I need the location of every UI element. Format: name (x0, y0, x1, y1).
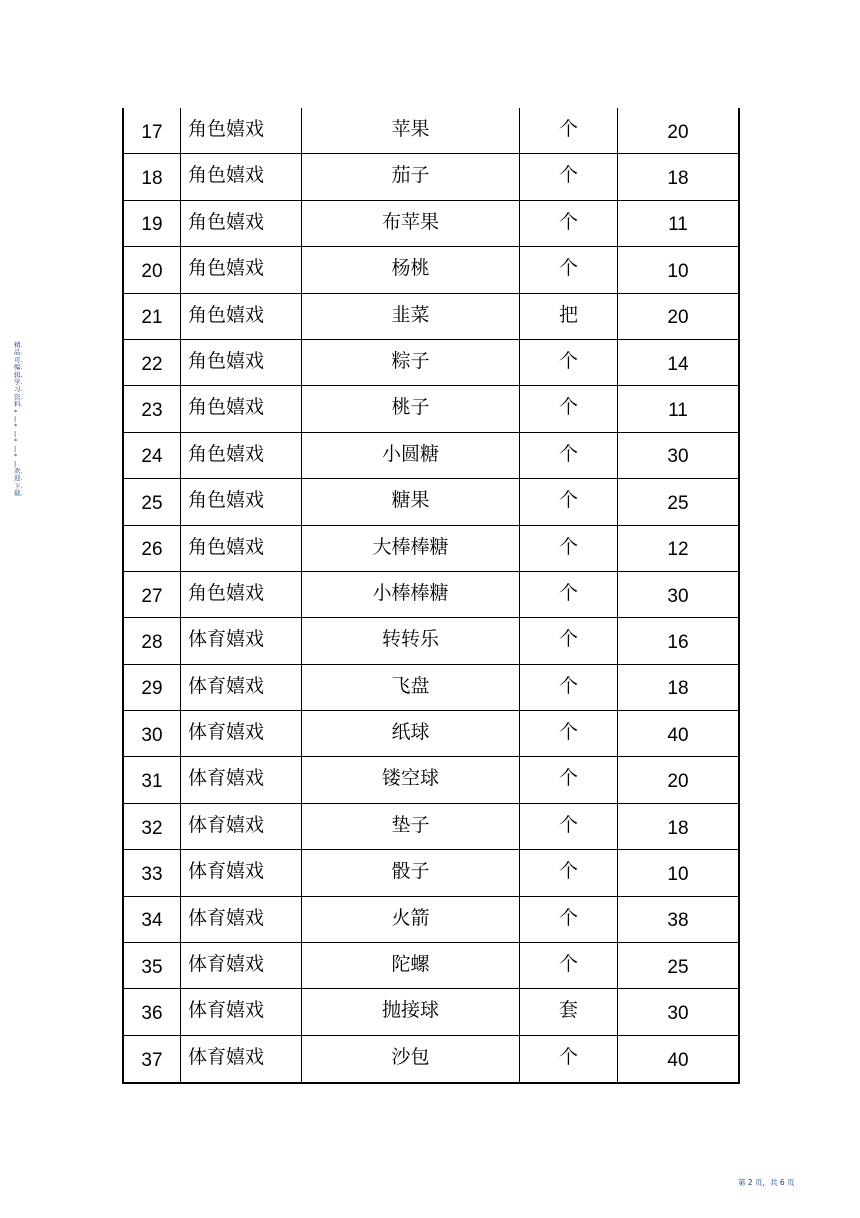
row-unit: 个 (520, 247, 618, 292)
watermark-char: * (14, 422, 18, 431)
row-quantity: 10 (667, 260, 689, 282)
table-row (124, 572, 738, 618)
watermark-char: 载. (14, 489, 23, 498)
watermark-char: 下. (14, 481, 23, 490)
row-category: 体育嬉戏 (181, 943, 302, 988)
row-unit: 个 (520, 665, 618, 710)
row-number: 20 (124, 247, 181, 292)
table-row (124, 943, 738, 989)
watermark-char: | (14, 429, 17, 438)
row-quantity: 14 (667, 353, 689, 375)
row-quantity: 25 (667, 956, 689, 978)
row-category: 体育嬉戏 (181, 757, 302, 802)
row-number: 25 (124, 479, 181, 524)
row-item-name: 沙包 (302, 1036, 520, 1082)
row-item-name: 小圆糖 (302, 433, 520, 478)
row-quantity: 20 (667, 121, 689, 143)
row-number: 31 (124, 757, 181, 802)
row-unit: 个 (520, 154, 618, 199)
row-quantity: 11 (668, 214, 688, 236)
row-item-name: 镂空球 (302, 757, 520, 802)
row-quantity: 12 (667, 539, 689, 561)
row-number: 33 (124, 850, 181, 895)
row-category: 体育嬉戏 (181, 665, 302, 710)
row-category: 角色嬉戏 (181, 572, 302, 617)
row-unit: 个 (520, 711, 618, 756)
row-item-name: 垫子 (302, 804, 520, 849)
inventory-table (122, 108, 740, 1084)
watermark-char: 学. (14, 378, 23, 387)
row-quantity: 18 (667, 678, 689, 700)
row-unit: 个 (520, 526, 618, 571)
watermark-char: 资. (14, 392, 23, 401)
row-number: 19 (124, 201, 181, 246)
watermark-char: * (14, 407, 18, 416)
watermark-char: 料. (14, 400, 23, 409)
row-quantity: 30 (667, 1003, 689, 1025)
row-unit: 个 (520, 201, 618, 246)
row-quantity: 40 (667, 724, 689, 746)
watermark-char: 辑. (14, 370, 23, 379)
row-category: 体育嬉戏 (181, 618, 302, 663)
row-number: 30 (124, 711, 181, 756)
watermark-char: * (14, 452, 18, 461)
row-unit: 套 (520, 989, 618, 1034)
row-number: 29 (124, 665, 181, 710)
table-row (124, 757, 738, 803)
row-category: 角色嬉戏 (181, 201, 302, 246)
row-category: 角色嬉戏 (181, 294, 302, 339)
row-number: 28 (124, 618, 181, 663)
watermark-char: 编. (14, 363, 23, 372)
row-category: 角色嬉戏 (181, 108, 302, 153)
row-item-name: 韭菜 (302, 294, 520, 339)
row-quantity: 11 (668, 400, 688, 422)
row-unit: 个 (520, 618, 618, 663)
row-category: 体育嬉戏 (181, 804, 302, 849)
row-quantity: 40 (667, 1050, 689, 1071)
row-category: 体育嬉戏 (181, 711, 302, 756)
table-row (124, 340, 738, 386)
row-quantity: 25 (667, 492, 689, 514)
row-unit: 个 (520, 386, 618, 431)
row-item-name: 转转乐 (302, 618, 520, 663)
row-unit: 个 (520, 757, 618, 802)
row-unit: 个 (520, 572, 618, 617)
row-item-name: 飞盘 (302, 665, 520, 710)
table-row (124, 386, 738, 432)
row-number: 34 (124, 897, 181, 942)
row-unit: 个 (520, 897, 618, 942)
row-quantity: 16 (667, 631, 689, 653)
row-category: 角色嬉戏 (181, 526, 302, 571)
watermark-char: 欢. (14, 466, 23, 475)
row-item-name: 骰子 (302, 850, 520, 895)
watermark-char: 品. (14, 348, 23, 357)
table-row (124, 897, 738, 943)
row-item-name: 糖果 (302, 479, 520, 524)
row-number: 27 (124, 572, 181, 617)
row-item-name: 粽子 (302, 340, 520, 385)
row-item-name: 抛接球 (302, 989, 520, 1034)
row-quantity: 30 (667, 446, 689, 468)
row-number: 37 (124, 1036, 181, 1082)
row-category: 角色嬉戏 (181, 433, 302, 478)
row-number: 24 (124, 433, 181, 478)
watermark-char: 可. (14, 355, 23, 364)
row-unit: 个 (520, 850, 618, 895)
table-row (124, 294, 738, 340)
row-number: 23 (124, 386, 181, 431)
row-category: 角色嬉戏 (181, 386, 302, 431)
watermark-char: | (14, 444, 17, 453)
watermark-char: 迎. (14, 474, 23, 483)
watermark-char: 精. (14, 341, 23, 349)
watermark-char: 习. (14, 385, 23, 394)
table-row (124, 479, 738, 525)
table-row (124, 154, 738, 200)
table-row (124, 526, 738, 572)
watermark-char: | (14, 415, 17, 424)
row-number: 32 (124, 804, 181, 849)
row-item-name: 纸球 (302, 711, 520, 756)
row-unit: 个 (520, 943, 618, 988)
row-number: 22 (124, 340, 181, 385)
row-category: 角色嬉戏 (181, 340, 302, 385)
row-unit: 个 (520, 804, 618, 849)
row-unit: 个 (520, 479, 618, 524)
row-item-name: 大棒棒糖 (302, 526, 520, 571)
row-item-name: 苹果 (302, 108, 520, 153)
table-row (124, 247, 738, 293)
row-quantity: 18 (667, 817, 689, 839)
row-category: 角色嬉戏 (181, 154, 302, 199)
row-quantity: 20 (667, 771, 689, 793)
table-row (124, 1036, 738, 1082)
row-number: 35 (124, 943, 181, 988)
row-quantity: 20 (667, 307, 689, 329)
row-category: 体育嬉戏 (181, 850, 302, 895)
row-item-name: 小棒棒糖 (302, 572, 520, 617)
row-number: 17 (124, 108, 181, 153)
row-category: 体育嬉戏 (181, 989, 302, 1034)
row-item-name: 陀螺 (302, 943, 520, 988)
row-item-name: 杨桃 (302, 247, 520, 292)
table-row (124, 618, 738, 664)
table-row (124, 804, 738, 850)
row-unit: 个 (520, 108, 618, 153)
row-number: 36 (124, 989, 181, 1034)
row-number: 21 (124, 294, 181, 339)
row-category: 角色嬉戏 (181, 247, 302, 292)
row-category: 体育嬉戏 (181, 1036, 302, 1082)
page-footer: 第 2 页，共 6 页 (738, 1178, 795, 1187)
watermark-char: * (14, 437, 18, 446)
row-unit: 把 (520, 294, 618, 339)
row-item-name: 布苹果 (302, 201, 520, 246)
row-quantity: 30 (667, 585, 689, 607)
watermark-char: | (14, 459, 17, 468)
row-quantity: 18 (667, 168, 689, 190)
row-number: 18 (124, 154, 181, 199)
row-category: 角色嬉戏 (181, 479, 302, 524)
row-item-name: 火箭 (302, 897, 520, 942)
row-unit: 个 (520, 340, 618, 385)
side-watermark (14, 342, 28, 498)
table-row (124, 989, 738, 1035)
row-unit: 个 (520, 433, 618, 478)
table-row (124, 433, 738, 479)
row-quantity: 10 (667, 863, 689, 885)
row-number: 26 (124, 526, 181, 571)
row-category: 体育嬉戏 (181, 897, 302, 942)
row-quantity: 38 (667, 910, 689, 932)
table-row (124, 108, 738, 154)
row-unit: 个 (520, 1036, 618, 1082)
row-item-name: 桃子 (302, 386, 520, 431)
table-row (124, 665, 738, 711)
row-item-name: 茄子 (302, 154, 520, 199)
table-row (124, 711, 738, 757)
table-row (124, 850, 738, 896)
table-row (124, 201, 738, 247)
